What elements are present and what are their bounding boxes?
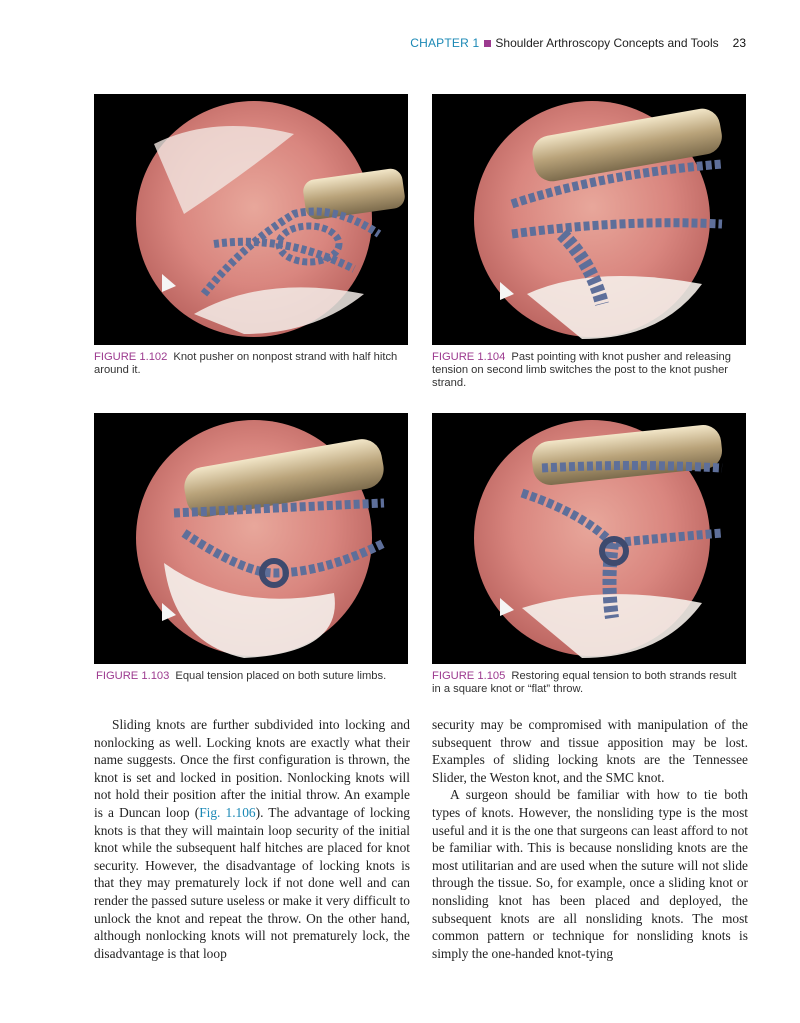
figure-label: FIGURE 1.105 (432, 670, 506, 682)
caption-text: Equal tension placed on both suture limbs. (175, 670, 387, 682)
caption-text: Restoring equal tension to both strands result in a square knot or “flat” throw. (432, 670, 737, 695)
caption-text: Knot pusher on nonpost strand with half hitch around it. (94, 351, 398, 376)
figure-1-103-caption (96, 670, 412, 683)
figure-1-104-image (432, 94, 746, 345)
running-header (410, 36, 746, 50)
page-number: 23 (732, 36, 746, 50)
body-text: ). The advantage of locking knots is that they will maintain loop security of the initial knot while the subsequent half hitches are placed for knot security. However, the disadvantage of locking knots is that they may prematurely lock if not done well and can render the passed suture useless or make it very difficult to unlock the knot and repeat the throw. On the other hand, although nonlocking knots will not prematurely lock, the disadvantage is that loop (94, 804, 410, 961)
figure-1-102-image (94, 94, 408, 345)
body-paragraph: A surgeon should be familiar with how to tie both types of knots. However, the nonsliding type is the most useful and it is the one that surgeons can least afford to not be familiar with. This is because nonsliding knots are the most utilitarian and are used when the suture will not slide through the tissue. So, for example, once a sliding knot or nonsliding knot has been placed and deployed, the subsequent knots are all nonsliding knots. The most common pattern or technique for nonsliding knots is simply the one-handed knot-tying (432, 787, 748, 961)
body-column-right (432, 716, 748, 962)
chapter-label: CHAPTER 1 (410, 36, 480, 50)
figure-label: FIGURE 1.102 (94, 351, 168, 363)
figure-1-103-image (94, 413, 408, 664)
body-paragraph (94, 716, 410, 962)
figure-1-105-caption (432, 670, 748, 696)
figure-1-102-caption (94, 351, 410, 377)
body-text: Sliding knots are further subdivided into locking and nonlocking as well. Locking knots are exactly what their name suggests. Once the first configuration is thrown, the knot is set and locked in position. Nonlocking knots will not hold their position after the initial throw. An example is a Duncan loop ( (94, 717, 410, 820)
figure-1-104-caption (432, 351, 748, 390)
figure-label: FIGURE 1.104 (432, 351, 506, 363)
square-bullet-icon (484, 40, 491, 47)
figure-label: FIGURE 1.103 (96, 670, 170, 682)
caption-text: Past pointing with knot pusher and releasing tension on second limb switches the post to the knot pusher strand. (432, 351, 731, 389)
body-paragraph: security may be compromised with manipulation of the subsequent throw and tissue apposition may be lost. Examples of sliding locking knots are the Tennessee Slider, the Weston knot, and the SMC knot. (432, 717, 748, 785)
chapter-title: Shoulder Arthroscopy Concepts and Tools (495, 36, 719, 50)
body-column-left (94, 716, 410, 962)
figure-reference-link[interactable]: Fig. 1.106 (199, 804, 256, 820)
figure-1-105-image (432, 413, 746, 664)
